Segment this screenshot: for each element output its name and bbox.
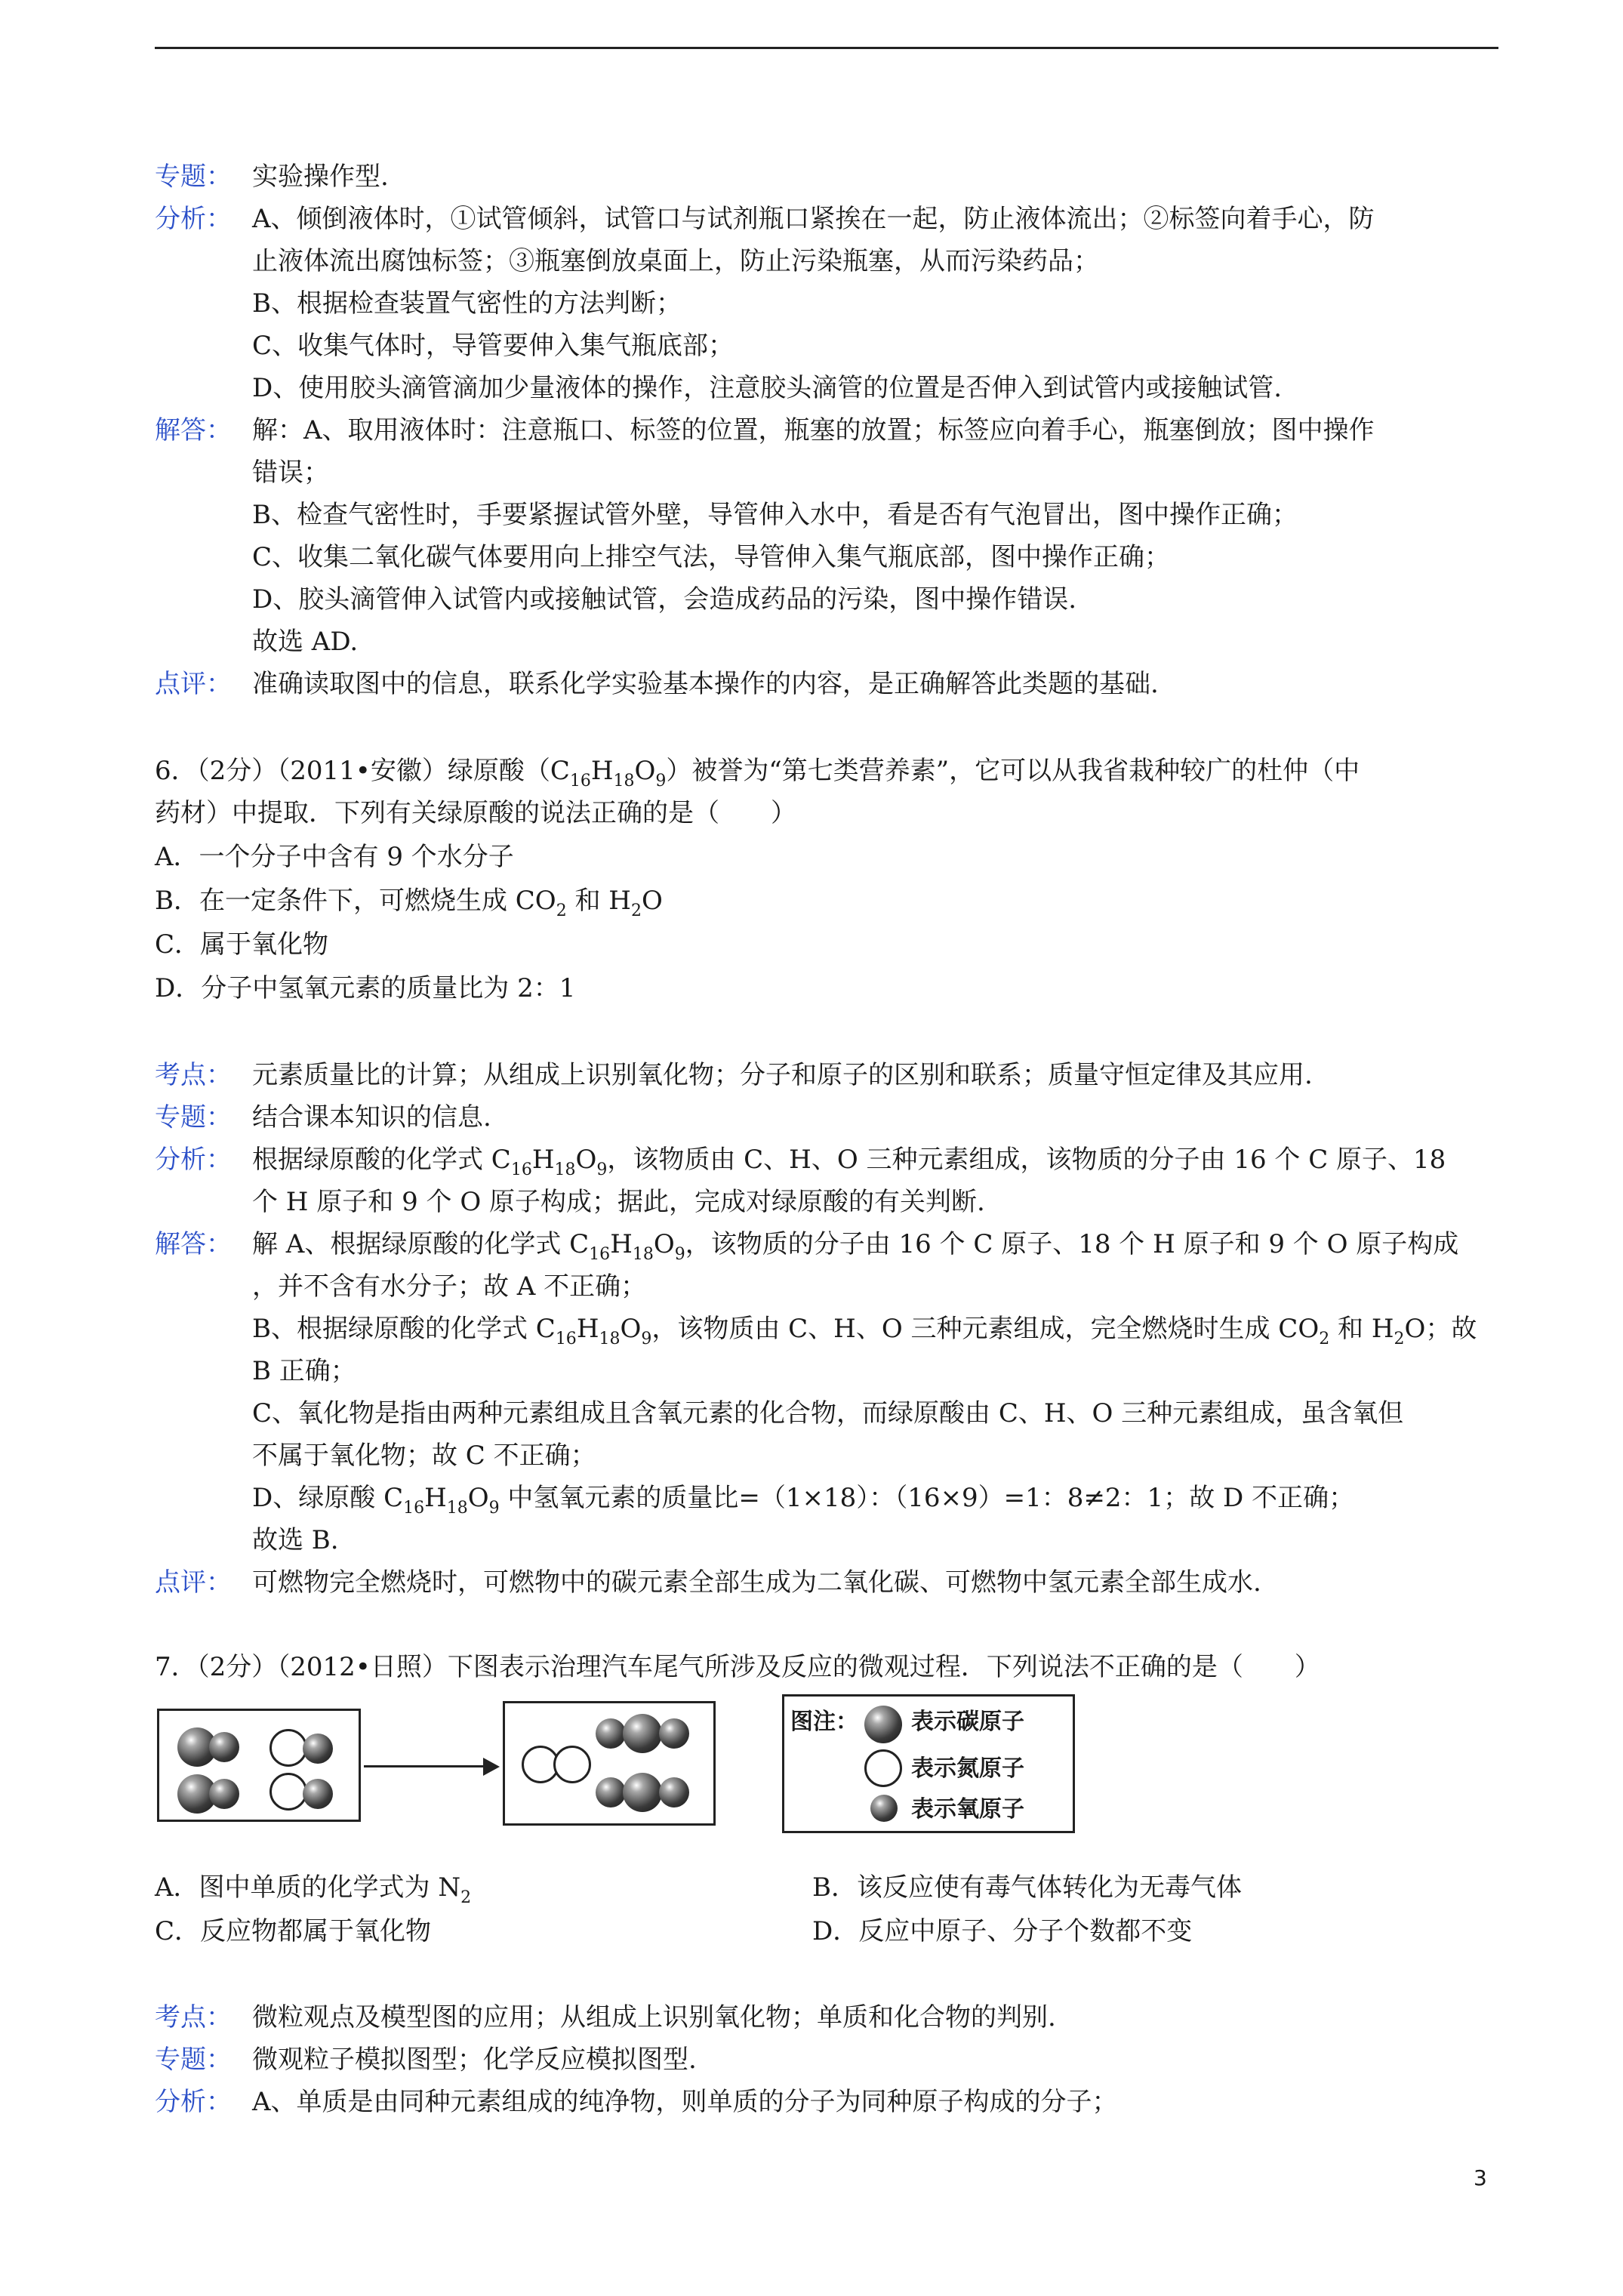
legend-box (782, 1694, 1075, 1833)
oxygen-atom-icon (659, 1777, 689, 1808)
arrow-head-icon (483, 1758, 500, 1776)
q5-fenxi-line: D、使用胶头滴管滴加少量液体的操作，注意胶头滴管的位置是否伸入到试管内或接触试管. (252, 373, 1283, 403)
q6-zhuanti-text: 结合课本知识的信息. (252, 1102, 491, 1133)
oxygen-atom-icon (209, 1779, 239, 1809)
legend-nitrogen: 表示氮原子 (911, 1755, 1024, 1782)
nitrogen-atom-icon (553, 1746, 591, 1783)
q6-stem-line: 药材）中提取．下列有关绿原酸的说法正确的是（ ） (155, 798, 796, 828)
carbon-atom-icon (864, 1706, 902, 1743)
carbon-atom-icon (623, 1773, 662, 1812)
label-fenxi: 分析： (155, 1145, 232, 1175)
q5-dianping-text: 准确读取图中的信息，联系化学实验基本操作的内容，是正确解答此类题的基础. (252, 669, 1159, 699)
oxygen-atom-icon (303, 1779, 333, 1809)
q5-jieda-line: 错误； (252, 458, 329, 488)
q7-option-d[interactable]: D．反应中原子、分子个数都不变 (812, 1916, 1193, 1946)
oxygen-atom-icon (596, 1718, 626, 1749)
q7-option-b[interactable]: B．该反应使有毒气体转化为无毒气体 (812, 1872, 1242, 1903)
label-fenxi: 分析： (155, 204, 232, 234)
page-number: 3 (1474, 2165, 1487, 2190)
label-fenxi: 分析： (155, 2087, 232, 2117)
q7-fenxi-text: A、单质是由同种元素组成的纯净物，则单质的分子为同种原子构成的分子； (252, 2087, 1118, 2117)
legend-title: 图注： (790, 1709, 858, 1735)
header-rule (155, 47, 1498, 49)
label-kaodian: 考点： (155, 2002, 232, 2032)
q5-fenxi-line: 止液体流出腐蚀标签；③瓶塞倒放桌面上，防止污染瓶塞，从而污染药品； (252, 246, 1099, 276)
label-jieda: 解答： (155, 415, 232, 445)
q6-jieda-line: D、绿原酸 $C_{16}H_{18}O_9$ 中氢氧元素的质量比=（1×18）：（16×9）=1：8≠2：1；故 D 不正确； (252, 1483, 1355, 1518)
reactants-box (157, 1709, 361, 1822)
q5-zhuanti-text: 实验操作型. (252, 162, 389, 192)
q5-fenxi-line: C、收集气体时，导管要伸入集气瓶底部； (252, 331, 735, 361)
q6-kaodian-text: 元素质量比的计算；从组成上识别氧化物；分子和原子的区别和联系；质量守恒定律及其应用. (252, 1060, 1313, 1090)
q7-kaodian-text: 微粒观点及模型图的应用；从组成上识别氧化物；单质和化合物的判别. (252, 2002, 1056, 2032)
q5-jieda-line: 解：A、取用液体时：注意瓶口、标签的位置，瓶塞的放置；标签应向着手心，瓶塞倒放；图中操作 (252, 415, 1375, 445)
q6-dianping-text: 可燃物完全燃烧时，可燃物中的碳元素全部生成为二氧化碳、可燃物中氢元素全部生成水. (252, 1567, 1261, 1598)
q5-jieda-line: B、检查气密性时，手要紧握试管外壁，导管伸入水中，看是否有气泡冒出，图中操作正确； (252, 500, 1298, 530)
nitrogen-atom-icon (269, 1729, 307, 1767)
q6-fenxi-line: 根据绿原酸的化学式 $C_{16}H_{18}O_9$，该物质由 C、H、O 三种元素组成，该物质的分子由 16 个 C 原子、18 (252, 1145, 1446, 1179)
q6-stem-line: 6．（2分）（2011•安徽）绿原酸$(C_{16}H_{18}O_9)$被誉为“第七类营养素”，它可以从我省栽种较广的杜仲（中 (155, 756, 1360, 791)
q6-jieda-line: B 正确； (252, 1356, 356, 1386)
oxygen-atom-icon (870, 1795, 898, 1822)
label-kaodian: 考点： (155, 1060, 232, 1090)
q6-jieda-line: 故选 B. (252, 1525, 339, 1555)
q7-zhuanti-text: 微观粒子模拟图型；化学反应模拟图型. (252, 2045, 697, 2075)
q6-fenxi-line: 个 H 原子和 9 个 O 原子构成；据此，完成对绿原酸的有关判断. (252, 1187, 985, 1217)
label-zhuanti: 专题： (155, 1102, 232, 1133)
q6-jieda-line: 解 A、根据绿原酸的化学式 $C_{16}H_{18}O_9$，该物质的分子由 16 个 C 原子、18 个 H 原子和 9 个 O 原子构成 (252, 1229, 1459, 1264)
reaction-arrow (364, 1765, 485, 1767)
q5-jieda-line: 故选 AD. (252, 627, 359, 657)
oxygen-atom-icon (209, 1732, 239, 1762)
products-box (503, 1701, 716, 1826)
q5-jieda-line: C、收集二氧化碳气体要用向上排空气法，导管伸入集气瓶底部，图中操作正确； (252, 542, 1171, 572)
q5-fenxi-line: B、根据检查装置气密性的方法判断； (252, 288, 682, 319)
q6-jieda-line: 不属于氧化物；故 C 不正确； (252, 1441, 596, 1471)
oxygen-atom-icon (659, 1718, 689, 1749)
q5-jieda-line: D、胶头滴管伸入试管内或接触试管，会造成药品的污染，图中操作错误. (252, 584, 1077, 615)
label-dianping: 点评： (155, 669, 232, 699)
label-zhuanti: 专题： (155, 2045, 232, 2075)
q7-stem-line: 7．（2分）（2012•日照）下图表示治理汽车尾气所涉及反应的微观过程．下列说法不正确的是（ ） (155, 1652, 1320, 1682)
legend-oxygen: 表示氧原子 (911, 1796, 1024, 1823)
q6-jieda-line: B、根据绿原酸的化学式 $C_{16}H_{18}O_9$，该物质由 C、H、O 三种元素组成，完全燃烧时生成 $CO_2$ 和 $H_2O$；故 (252, 1314, 1477, 1348)
label-zhuanti: 专题： (155, 162, 232, 192)
q6-jieda-line: C、氧化物是指由两种元素组成且含氧元素的化合物，而绿原酸由 C、H、O 三种元素组成，虽含氧但 (252, 1398, 1404, 1428)
label-jieda: 解答： (155, 1229, 232, 1259)
nitrogen-atom-icon (269, 1773, 307, 1811)
q6-jieda-line: ，并不含有水分子；故 A 不正确； (252, 1271, 647, 1302)
legend-carbon: 表示碳原子 (911, 1709, 1024, 1735)
q5-fenxi-line: A、倾倒液体时，①试管倾斜，试管口与试剂瓶口紧挨在一起，防止液体流出；②标签向着手心，防 (252, 204, 1375, 234)
oxygen-atom-icon (596, 1777, 626, 1808)
oxygen-atom-icon (303, 1734, 333, 1764)
label-dianping: 点评： (155, 1567, 232, 1598)
carbon-atom-icon (623, 1714, 662, 1753)
nitrogen-atom-icon (864, 1749, 902, 1787)
